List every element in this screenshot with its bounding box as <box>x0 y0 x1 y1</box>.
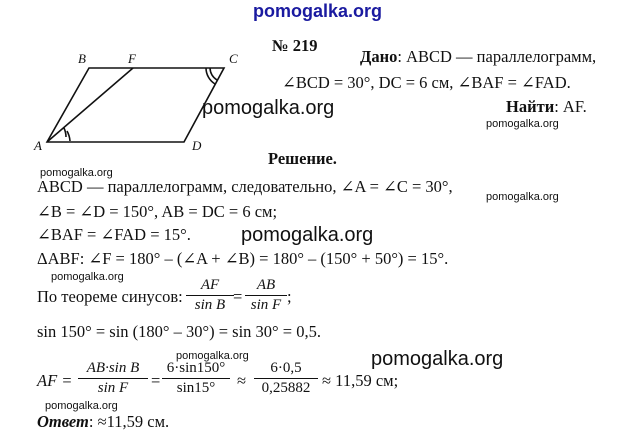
af-approx: ≈ <box>237 371 247 390</box>
watermark-small-4: pomogalka.org <box>51 271 124 283</box>
af-fraction-1: $\frac{\text{AB·sin B}}{\text{sin F}}$ <box>78 359 148 398</box>
angle-arc-c2 <box>210 68 217 80</box>
watermark-small-3: pomogalka.org <box>486 191 559 203</box>
watermark-small-1: pomogalka.org <box>486 118 559 130</box>
watermark-big-1: pomogalka.org <box>202 97 335 119</box>
sine-law-text: По теореме синусов: <box>37 287 183 306</box>
vertex-label-b: B <box>78 51 86 66</box>
solution-line-3: ∠BAF = ∠FAD = 15°. <box>37 225 191 244</box>
sine-equals: = <box>233 287 243 306</box>
af-equals: = <box>151 371 161 390</box>
given-line-2: ∠BCD = 30°, DC = 6 см, ∠BAF = ∠FAD. <box>282 73 571 92</box>
solution-heading: Решение. <box>268 149 337 168</box>
vertex-label-a: A <box>34 138 42 153</box>
vertex-label-f: F <box>128 51 136 66</box>
solution-line-2: ∠B = ∠D = 150°, AB = DC = 6 см; <box>37 202 278 221</box>
sine-semicolon: ; <box>287 287 292 306</box>
segment-af <box>47 68 133 142</box>
watermark-big-2: pomogalka.org <box>241 224 374 246</box>
af-fraction-2: $\frac{6\cdot\sin 150^\circ}{\sin 15^\circ}$ <box>162 359 230 398</box>
vertex-label-c: C <box>229 51 238 66</box>
vertex-label-d: D <box>192 138 202 153</box>
watermark-big-3: pomogalka.org <box>371 348 504 370</box>
solution-line-4: ΔABF: ∠F = 180° – (∠A + ∠B) = 180° – (150° + 50°) = 15°. <box>37 249 449 268</box>
sine-fraction-1: $\frac{AF}{\text{sin B}}$ <box>186 276 234 315</box>
angle-arc-a2 <box>67 131 70 141</box>
given-line-1: Дано: ABCD — параллелограмм, <box>360 47 597 66</box>
solution-line-6: sin 150° = sin (180° – 30°) = sin 30° = 0,5. <box>37 322 321 341</box>
angle-arc-a1 <box>64 128 66 137</box>
parallelogram-abcd <box>47 68 224 142</box>
problem-number: № 219 <box>272 36 318 55</box>
sine-fraction-2: $\frac{AB}{\text{sin F}}$ <box>245 276 287 315</box>
solution-line-1: ABCD — параллелограмм, следовательно, ∠A = ∠C = 30°, <box>37 177 453 196</box>
af-result: ≈ 11,59 см; <box>322 371 399 390</box>
watermark-small-6: pomogalka.org <box>45 400 118 412</box>
watermark-top: pomogalka.org <box>253 1 383 21</box>
answer-line: Ответ: ≈11,59 см. <box>37 412 170 431</box>
find-line: Найти: AF. <box>506 97 587 116</box>
watermark-small-2: pomogalka.org <box>40 167 113 179</box>
af-lhs: AF = <box>37 371 73 390</box>
watermark-small-5: pomogalka.org <box>176 350 249 362</box>
af-fraction-3: $\frac{6\cdot 0,5}{0,25882}$ <box>254 359 318 398</box>
